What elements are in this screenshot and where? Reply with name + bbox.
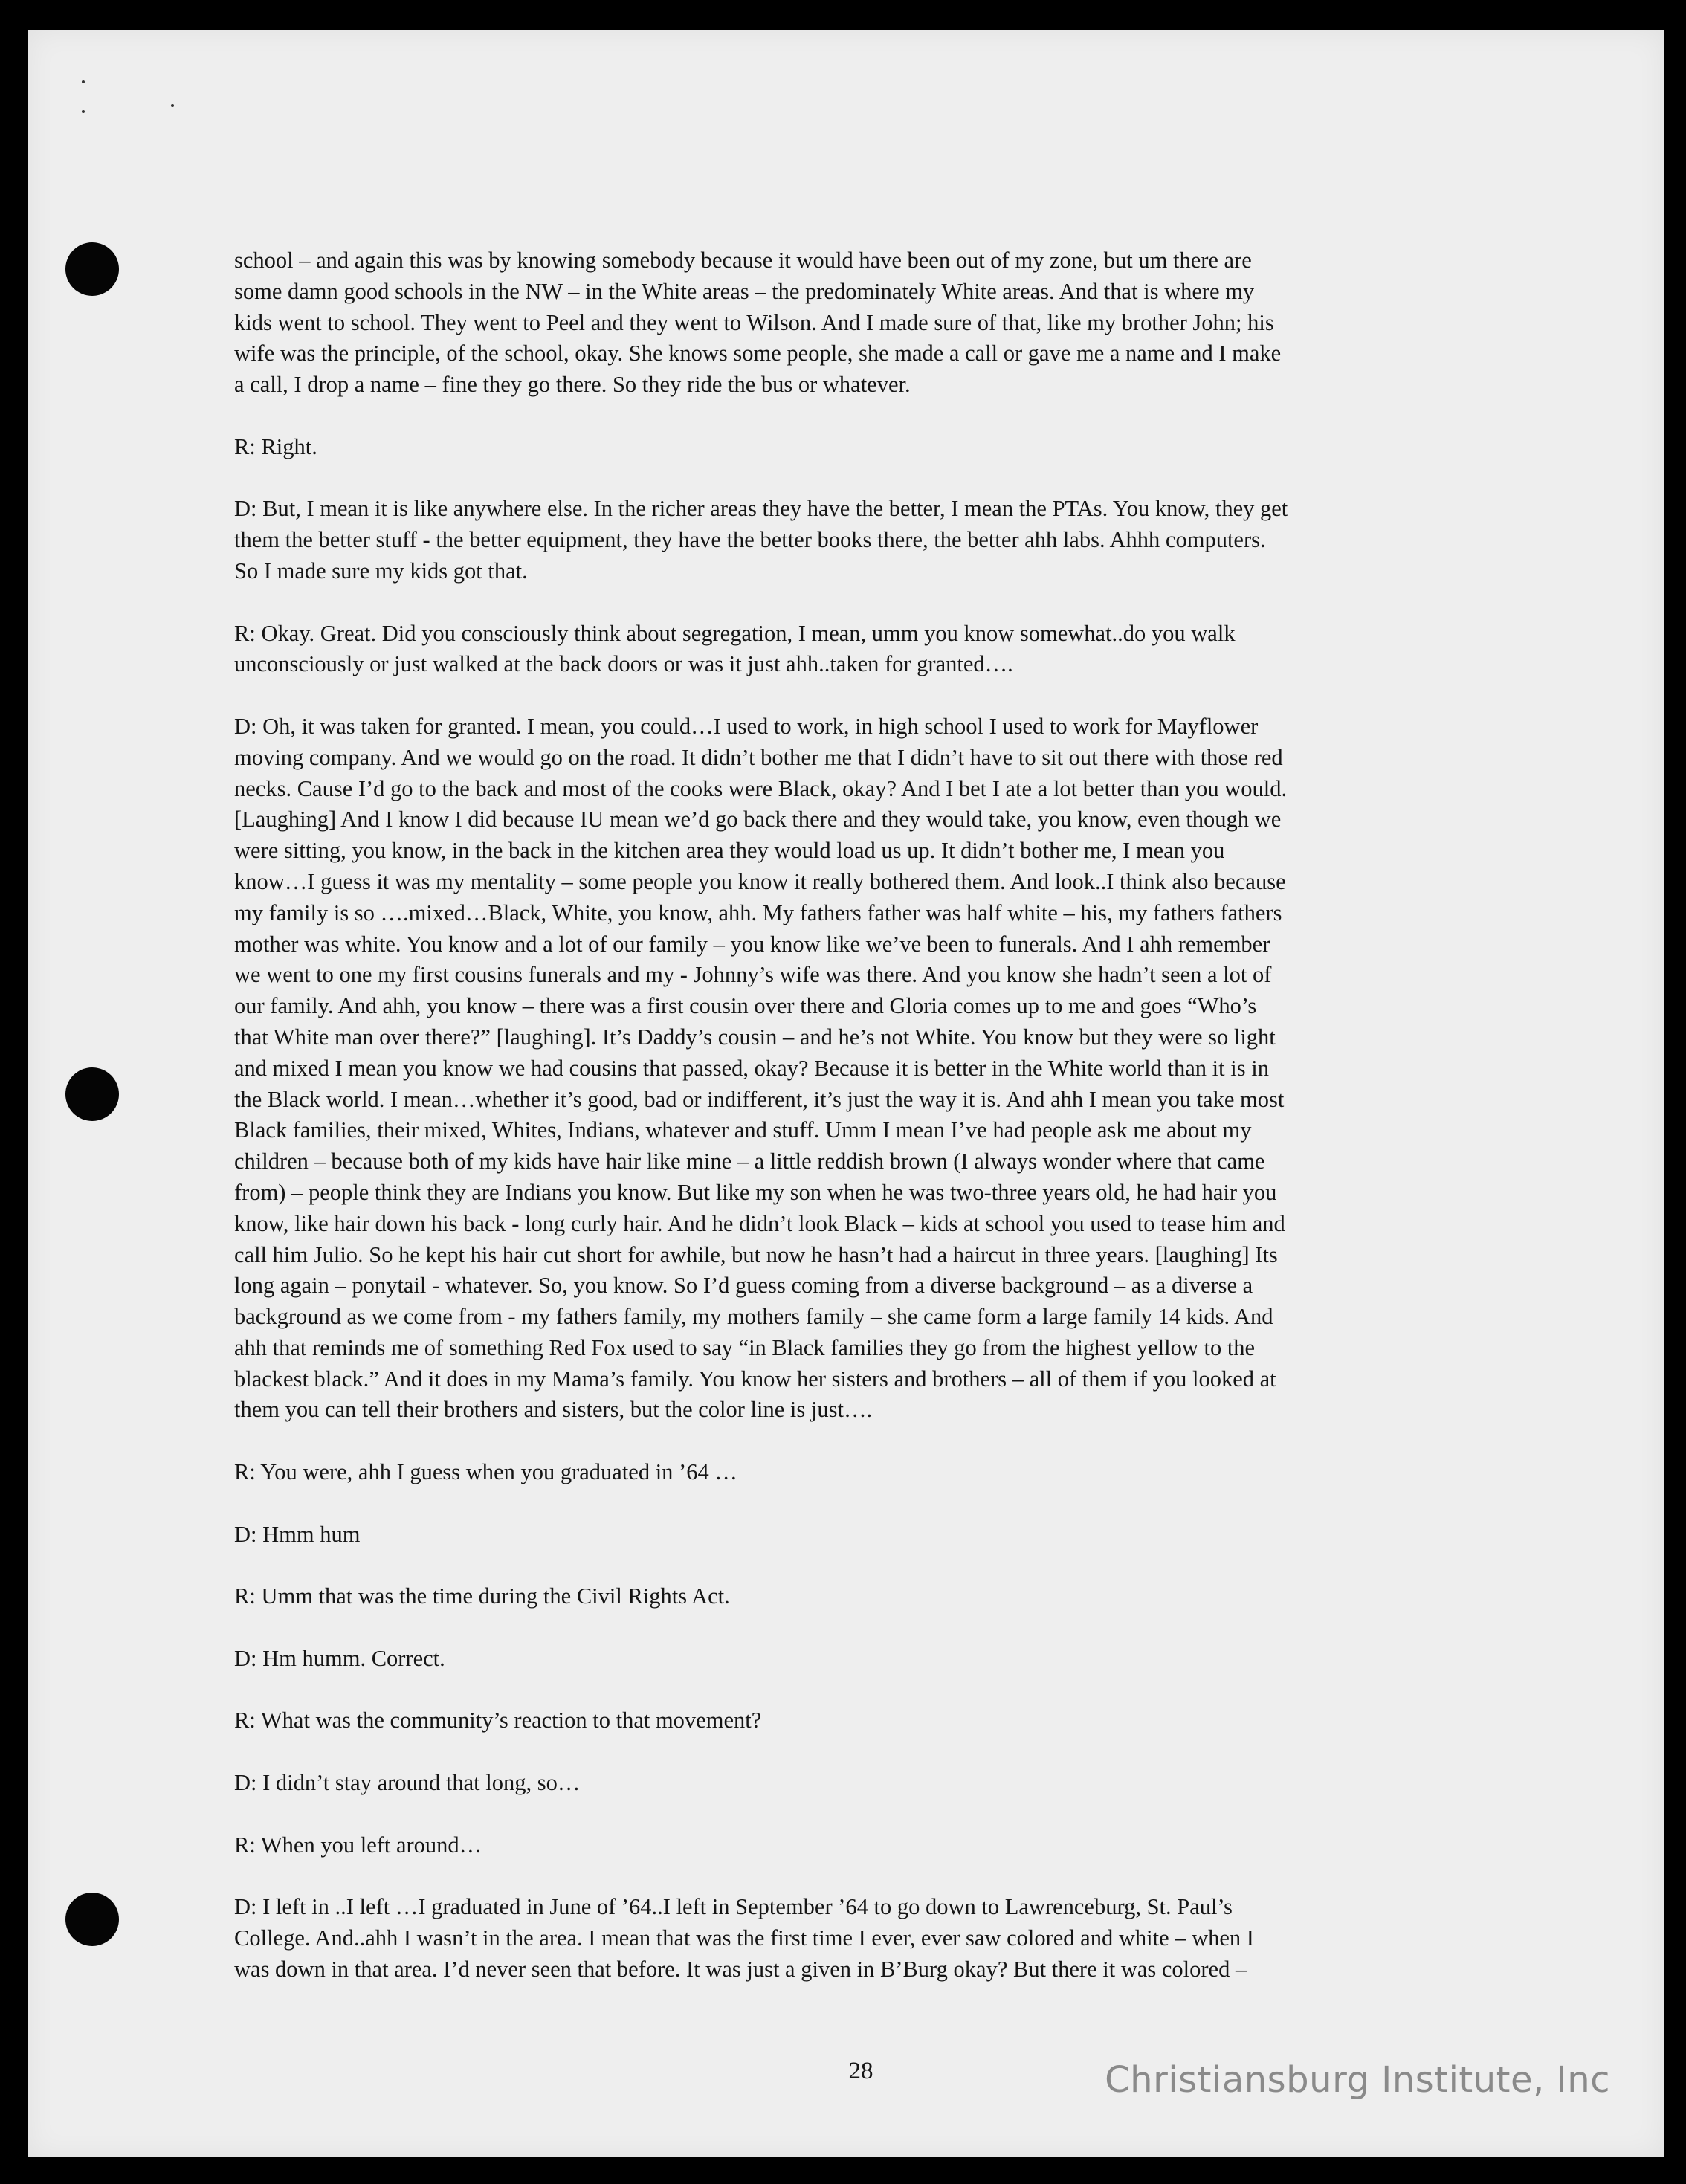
transcript-paragraph: R: Okay. Great. Did you consciously think about segregation, I mean, umm you know somewhat..do you walk unconsciously or just walked at the back doors or was it just ahh..taken for granted….: [234, 620, 1236, 677]
transcript-paragraph: D: I didn’t stay around that long, so…: [234, 1770, 581, 1796]
binder-hole-top: [65, 242, 119, 296]
transcript-paragraph: D: But, I mean it is like anywhere else. In the richer areas they have the better, I mean the PTAs. You know, they get them the better stuff - the better equipment, they have the better books there, the better ahh labs. Ahhh computers. So I made sure my kids got that.: [234, 496, 1288, 584]
page-number: 28: [848, 2058, 873, 2084]
transcript-paragraph: R: When you left around…: [234, 1832, 482, 1858]
transcript-paragraph: R: What was the community’s reaction to that movement?: [234, 1708, 762, 1734]
paper-speck: [82, 80, 85, 83]
binder-hole-bottom: [65, 1893, 119, 1946]
binder-hole-middle: [65, 1067, 119, 1121]
transcript-paragraph: school – and again this was by knowing somebody because it would have been out of my zone, but um there are some damn good schools in the NW – in the White areas – the predominately White areas. And that is where my kids went to school. They went to Peel and they went to Wilson. And I made sure of that, like my brother John; his wife was the principle, of the school, okay. She knows some people, she made a call or gave me a name and I make a call, I drop a name – fine they go there. So they ride the bus or whatever.: [234, 248, 1282, 398]
transcript-body: [234, 245, 1483, 2016]
transcript-paragraph: R: You were, ahh I guess when you graduated in ’64 …: [234, 1459, 737, 1485]
document-page: [28, 30, 1664, 2157]
watermark: Christiansburg Institute, Inc: [1105, 2059, 1610, 2101]
transcript-paragraph: D: Hm humm. Correct.: [234, 1645, 445, 1671]
transcript-paragraph: D: Hmm hum: [234, 1521, 361, 1547]
transcript-paragraph: R: Right.: [234, 433, 317, 459]
paper-speck: [171, 104, 174, 107]
transcript-paragraph: R: Umm that was the time during the Civil Rights Act.: [234, 1583, 730, 1609]
transcript-paragraph: D: Oh, it was taken for granted. I mean, you could…I used to work, in high school I used to work for Mayflower moving company. And we would go on the road. It didn’t bother me that I didn’t have to sit out there with those red necks. Cause I’d go to the back and most of the cooks were Black, okay? And I bet I ate a lot better than you would. [Laughing] And I know I did because IU mean we’d go back there and they would take, you know, even though we were sitting, you know, in the back in the kitchen area they would load us up. It didn’t bother me, I mean you know…I guess it was my mentality – some people you know it really bothered them. And look..I think also because my family is so ….mixed…Black, White, you know, ahh. My fathers father was half white – his, my fathers fathers mother was white. You know and a lot of our family – you know like we’ve been to funerals. And I ahh remember we went to one my first cousins funerals and my - Johnny’s wife was there. And you know she hadn’t seen a lot of our family. And ahh, you know – there was a first cousin over there and Gloria comes up to me and goes “Who’s that White man over there?” [laughing]. It’s Daddy’s cousin – and he’s not White. You know but they were so light and mixed I mean you know we had cousins that passed, okay? Because it is better in the White world than it is in the Black world. I mean…whether it’s good, bad or indifferent, it’s just the way it is. And ahh I mean you take most Black families, their mixed, Whites, Indians, whatever and stuff. Umm I mean I’ve had people ask me about my children – because both of my kids have hair like mine – a little reddish brown (I always wonder where that came from) – people think they are Indians you know. But like my son when he was two-three years old, he had hair you know, like hair down his back - long curly hair. And he didn’t look Black – kids at school you used to tease him and call him Julio. So he kept his hair cut short for awhile, but now he hasn’t had a haircut in three years. [laughing] Its long again – ponytail - whatever. So, you know. So I’d guess coming from a diverse background – as a diverse a background as we come from - my fathers family, my mothers family – she came form a large family 14 kids. And ahh that reminds me of something Red Fox used to say “in Black families they go from the highest yellow to the blackest black.” And it does in my Mama’s family. You know her sisters and brothers – all of them if you looked at them you can tell their brothers and sisters, but the color line is just….: [234, 713, 1288, 1423]
paper-speck: [82, 110, 85, 113]
transcript-paragraph: D: I left in ..I left …I graduated in June of ’64..I left in September ’64 to go down to Lawrenceburg, St. Paul’s College. And..ahh I wasn’t in the area. I mean that was the first time I ever, ever saw colored and white – when I was down in that area. I’d never seen that before. It was just a given in B’Burg okay? But there it was colored –: [234, 1894, 1254, 1982]
